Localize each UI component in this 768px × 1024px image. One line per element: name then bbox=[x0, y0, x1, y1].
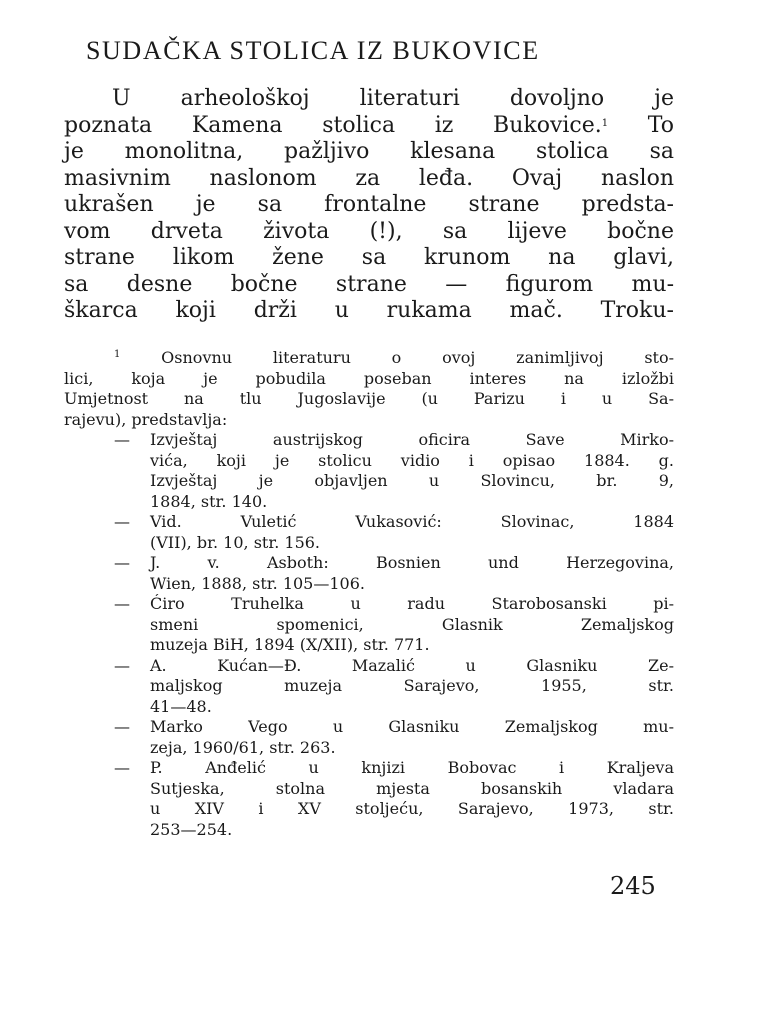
reference-line bbox=[64, 594, 674, 615]
body-line: sa desne bočne strane — figurom mu- bbox=[64, 271, 674, 297]
reference-line: maljskog muzeja Sarajevo, 1955, str. bbox=[150, 676, 674, 695]
reference-text: Marko Vego u Glasniku Zemaljskog mu- bbox=[150, 717, 674, 736]
footnote-line-text: Osnovnu literaturu o ovoj zanimljivoj sto- bbox=[161, 348, 674, 367]
reference-text: Ćiro Truhelka u radu Starobosanski pi- bbox=[150, 594, 674, 613]
reference-line bbox=[64, 758, 674, 779]
reference-line bbox=[64, 430, 674, 451]
body-line-text: poznata Kamena stolica iz Bukovice. bbox=[64, 112, 602, 138]
footnote-line bbox=[64, 348, 674, 369]
reference-line bbox=[64, 512, 674, 533]
footnote-line: Umjetnost na tlu Jugoslavije (u Parizu i u Sa- bbox=[64, 389, 674, 408]
dash: — bbox=[114, 553, 130, 572]
body-line bbox=[64, 113, 674, 140]
body-line: škarca koji drži u rukama mač. Troku- bbox=[64, 298, 674, 323]
reference-line: 1884, str. 140. bbox=[150, 491, 268, 511]
dash: — bbox=[114, 594, 130, 613]
reference-text: P. Anđelić u knjizi Bobovac i Kraljeva bbox=[150, 758, 674, 777]
reference-line: Wien, 1888, str. 105—106. bbox=[150, 573, 365, 593]
reference-line: zeja, 1960/61, str. 263. bbox=[150, 737, 336, 757]
reference-line: 253—254. bbox=[150, 819, 233, 839]
reference-line: Izvještaj je objavljen u Slovincu, br. 9, bbox=[150, 471, 674, 490]
reference-text: Izvještaj austrijskog oficira Save Mirko- bbox=[150, 430, 674, 449]
body-line: strane likom žene sa krunom na glavi, bbox=[64, 245, 674, 270]
reference-line: 41—48. bbox=[150, 696, 212, 716]
reference-line: muzeja BiH, 1894 (X/XII), str. 771. bbox=[150, 635, 430, 654]
reference-text: Vid. Vuletić Vukasović: Slovinac, 1884 bbox=[150, 512, 674, 531]
footnote-marker: 1 bbox=[114, 349, 121, 360]
dash: — bbox=[114, 758, 130, 777]
chapter-title: SUDAČKA STOLICA IZ BUKOVICE bbox=[86, 36, 540, 65]
reference-line: u XIV i XV stoljeću, Sarajevo, 1973, str. bbox=[150, 799, 674, 818]
reference-line bbox=[64, 553, 674, 574]
reference-line: vića, koji je stolicu vidio i opisao 1884. g. bbox=[150, 450, 674, 470]
reference-text: A. Kućan—Đ. Mazalić u Glasniku Ze- bbox=[150, 655, 674, 675]
page-number: 245 bbox=[610, 872, 656, 900]
reference-line: smeni spomenici, Glasnik Zemaljskog bbox=[150, 614, 674, 634]
footnote-line: rajevu), predstavlja: bbox=[64, 409, 228, 429]
body-line: vom drveta života (!), sa lijeve bočne bbox=[64, 218, 674, 244]
dash: — bbox=[114, 717, 130, 736]
dash: — bbox=[114, 512, 130, 531]
body-line: ukrašen je sa frontalne strane predsta- bbox=[64, 192, 674, 217]
reference-line: Sutjeska, stolna mjesta bosanskih vladara bbox=[150, 778, 674, 798]
reference-line: (VII), br. 10, str. 156. bbox=[150, 532, 321, 552]
reference-line bbox=[64, 717, 674, 738]
reference-line bbox=[64, 656, 674, 677]
body-line: je monolitna, pažljivo klesana stolica sa bbox=[64, 139, 674, 164]
reference-text: J. v. Asboth: Bosnien und Herzegovina, bbox=[150, 553, 674, 572]
body-line: masivnim naslonom za leđa. Ovaj naslon bbox=[64, 165, 674, 191]
footnote-line: lici, koja je pobudila poseban interes na izložbi bbox=[64, 368, 674, 388]
dash: — bbox=[114, 655, 130, 675]
footnote bbox=[64, 348, 674, 840]
body-line: U arheološkoj literaturi dovoljno je bbox=[112, 86, 674, 111]
body-paragraph bbox=[64, 86, 674, 325]
footnote-ref: 1 bbox=[601, 117, 609, 129]
body-line-tail: To bbox=[647, 112, 675, 138]
dash: — bbox=[114, 430, 130, 449]
